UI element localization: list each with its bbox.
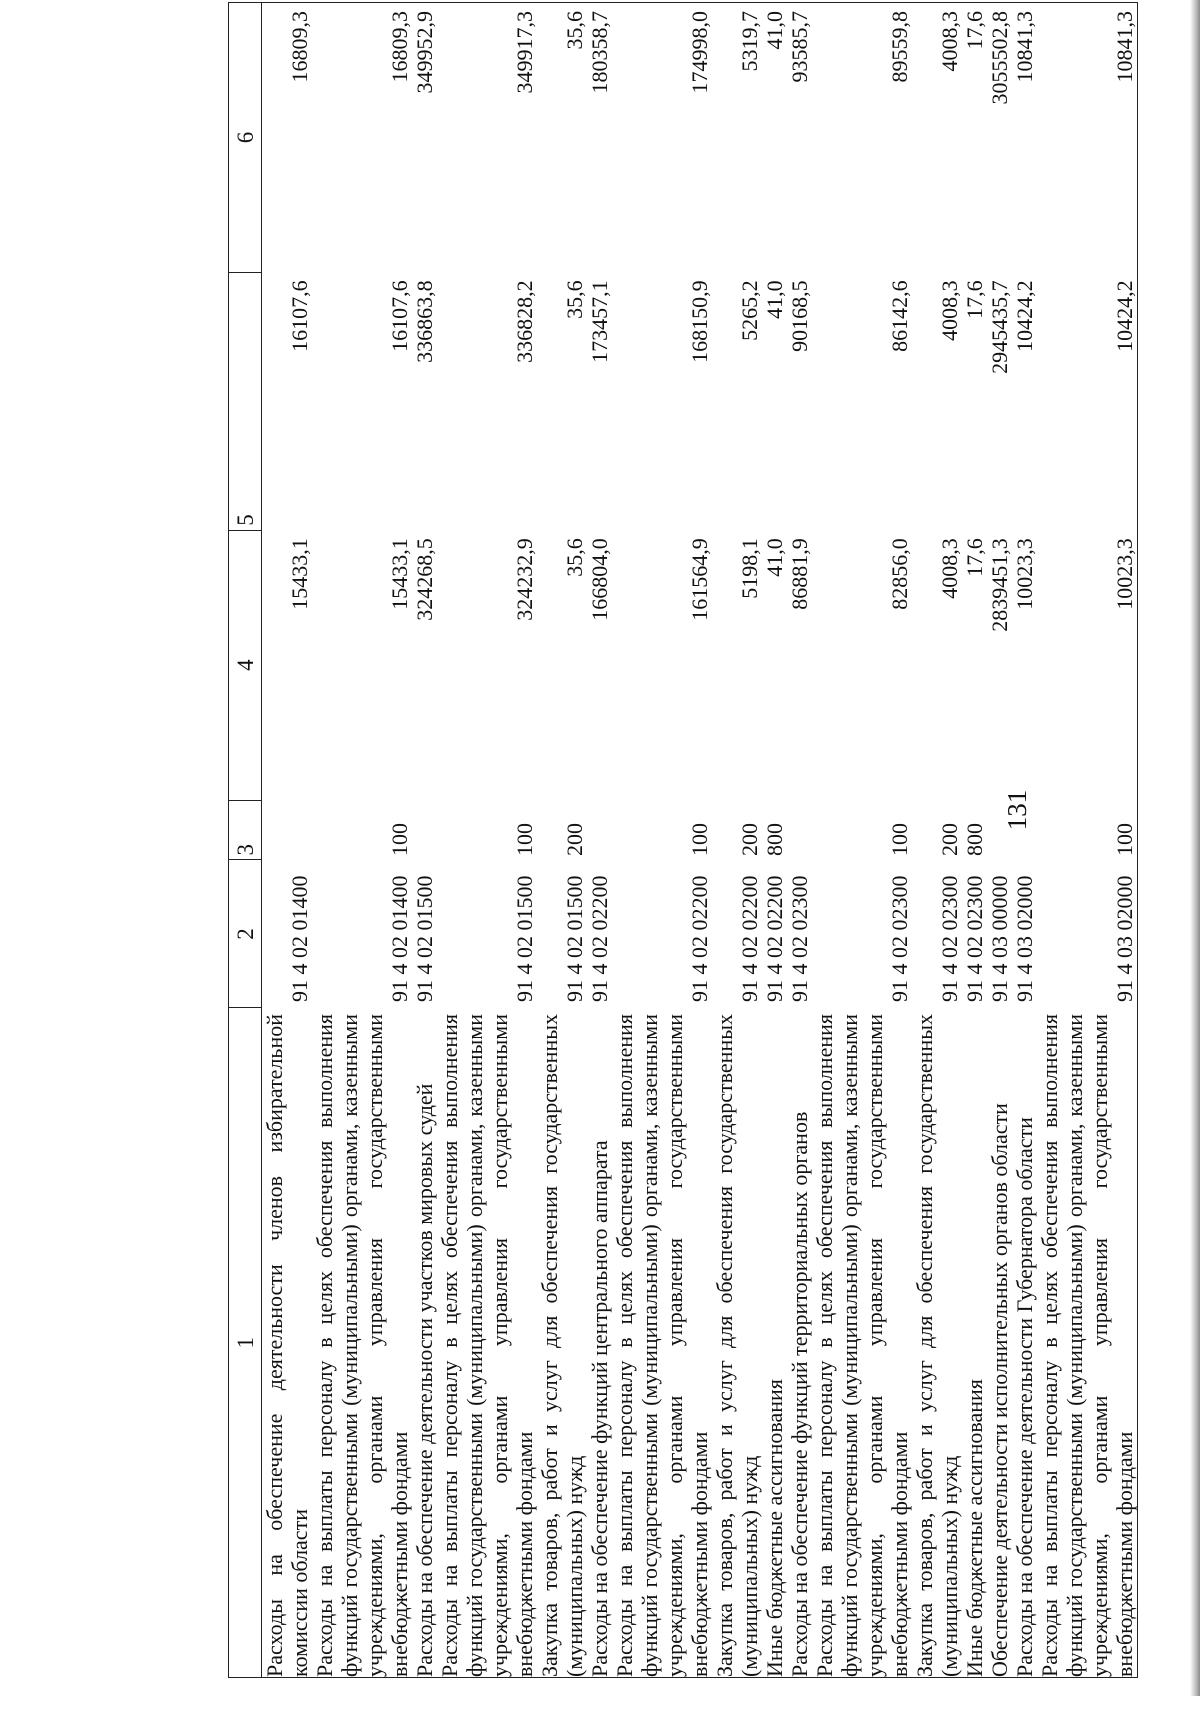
row-name: Иные бюджетные ассигнования [762, 1008, 787, 1678]
row-classifier-code: 91 4 02 02200 [762, 875, 787, 1002]
table-row [962, 3, 987, 1678]
row-expense-type [787, 800, 812, 860]
row-classifier-code: 91 4 02 01400 [387, 875, 412, 1002]
row-name: Расходы на выплаты персоналу в целях обеспечения выполнения функций государственными (муниципальными) органами, казенными учреждениями, органами управления государственными внебюджетными фондами [1037, 1008, 1138, 1678]
row-amount-col4: 5198,1 [737, 538, 762, 599]
row-expense-type: 800 [762, 823, 787, 856]
row-amount-col4: 35,6 [562, 538, 587, 577]
row-amount-col4: 324268,5 [412, 538, 437, 621]
row-amount-col4: 10023,3 [1012, 538, 1037, 610]
row-amount-col5: 17,6 [962, 280, 987, 319]
table-row [537, 3, 587, 1678]
row-amount-col6: 89559,8 [812, 3, 912, 273]
row-amount-col5: 173457,1 [587, 280, 612, 363]
table-row [812, 3, 912, 1678]
row-amount-col4: 17,6 [962, 538, 987, 577]
row-classifier-code: 91 4 03 02000 [1037, 860, 1138, 1008]
table-row [312, 3, 412, 1678]
table-row [412, 3, 437, 1678]
row-name: Обеспечение деятельности исполнительных органов области [987, 1008, 1012, 1678]
row-amount-col6: 41,0 [762, 3, 787, 273]
row-amount-col6: 3055502,8 [987, 3, 1012, 273]
budget-table [228, 2, 1138, 1678]
table-row [587, 3, 612, 1678]
row-amount-col5: 2945435,7 [987, 280, 1012, 374]
row-amount-col6: 174998,0 [612, 3, 712, 273]
row-amount-col5: 168150,9 [687, 280, 712, 363]
row-name: Расходы на обеспечение деятельности членов избирательной комиссии области [262, 1008, 313, 1678]
row-name: Расходы на выплаты персоналу в целях обеспечения выполнения функций государственными (муниципальными) органами, казенными учреждениями, органами управления государственными внебюджетными фондами [612, 1008, 712, 1678]
table-row [262, 3, 313, 1678]
row-amount-col6: 10841,3 [1012, 3, 1037, 273]
row-expense-type: 100 [512, 823, 537, 856]
row-amount-col5: 86142,6 [887, 280, 912, 352]
row-amount-col4: 15433,1 [387, 538, 412, 610]
row-classifier-code: 91 4 02 02300 [962, 875, 987, 1002]
row-classifier-code: 91 4 02 01400 [287, 875, 312, 1002]
row-expense-type [262, 800, 313, 860]
row-amount-col5: 336863,8 [412, 280, 437, 363]
column-header-4: 4 [229, 530, 262, 800]
table-row [712, 3, 762, 1678]
row-amount-col5: 90168,5 [787, 280, 812, 352]
row-amount-col5: 10424,2 [1037, 272, 1138, 530]
table-row [1037, 3, 1138, 1678]
row-expense-type: 100 [387, 823, 412, 856]
row-amount-col5: 35,6 [562, 280, 587, 319]
row-name: Расходы на выплаты персоналу в целях обеспечения выполнения функций государственными (муниципальными) органами, казенными учреждениями, органами управления государственными внебюджетными фондами [312, 1008, 412, 1678]
column-header-2: 2 [229, 860, 262, 1008]
row-name: Расходы на обеспечение деятельности участков мировых судей [412, 1008, 437, 1678]
row-name: Закупка товаров, работ и услуг для обеспечения государственных (муниципальных) нужд [537, 1008, 587, 1678]
row-amount-col4: 10023,3 [1037, 530, 1138, 800]
row-expense-type: 200 [737, 823, 762, 856]
row-classifier-code: 91 4 02 01500 [512, 875, 537, 1002]
column-header-1: 1 [229, 1008, 262, 1678]
column-header-6: 6 [229, 3, 262, 273]
row-amount-col5: 4008,3 [937, 280, 962, 341]
row-amount-col5: 336828,2 [512, 280, 537, 363]
row-classifier-code: 91 4 03 00000 [987, 875, 1012, 1002]
table-row [762, 3, 787, 1678]
row-amount-col6: 17,6 [962, 3, 987, 273]
column-header-3: 3 [229, 800, 262, 860]
row-expense-type [587, 800, 612, 860]
row-name: Расходы на выплаты персоналу в целях обеспечения выполнения функций государственными (муниципальными) органами, казенными учреждениями, органами управления государственными внебюджетными фондами [437, 1008, 537, 1678]
row-expense-type [412, 800, 437, 860]
row-amount-col4: 166804,0 [587, 538, 612, 621]
row-expense-type: 800 [962, 823, 987, 856]
row-classifier-code: 91 4 02 02300 [787, 875, 812, 1002]
scan-edge-shadow [1190, 0, 1200, 1696]
row-amount-col4: 2839451,3 [987, 538, 1012, 632]
table-header-row [229, 3, 262, 1678]
row-amount-col4: 324232,9 [512, 538, 537, 621]
table-row [987, 3, 1012, 1678]
row-classifier-code: 91 4 03 02000 [1012, 875, 1037, 1002]
table-row [1012, 3, 1037, 1678]
row-amount-col6: 10841,3 [1037, 3, 1138, 273]
row-amount-col4: 15433,1 [287, 538, 312, 610]
table-body [262, 3, 1138, 1678]
row-amount-col5: 16107,6 [287, 280, 312, 352]
rotated-page [40, 0, 1137, 1710]
row-amount-col4: 82856,0 [887, 538, 912, 610]
row-amount-col6: 16809,3 [312, 3, 412, 273]
row-amount-col6: 93585,7 [787, 3, 812, 273]
row-expense-type: 100 [1037, 800, 1138, 860]
row-expense-type [987, 800, 1012, 860]
row-amount-col6: 16809,3 [262, 3, 313, 273]
row-expense-type: 100 [887, 823, 912, 856]
row-amount-col6: 5319,7 [712, 3, 762, 273]
row-amount-col5: 5265,2 [737, 280, 762, 341]
row-amount-col4: 41,0 [762, 538, 787, 577]
row-classifier-code: 91 4 02 01500 [562, 875, 587, 1002]
table-row [912, 3, 962, 1678]
page-number: 131 [1002, 789, 1032, 831]
row-expense-type: 200 [562, 823, 587, 856]
row-name: Закупка товаров, работ и услуг для обеспечения государственных (муниципальных) нужд [712, 1008, 762, 1678]
row-classifier-code: 91 4 02 02200 [687, 875, 712, 1002]
row-classifier-code: 91 4 02 02300 [887, 875, 912, 1002]
row-name: Расходы на выплаты персоналу в целях обеспечения выполнения функций государственными (муниципальными) органами, казенными учреждениями, органами управления государственными внебюджетными фондами [812, 1008, 912, 1678]
row-classifier-code: 91 4 02 02200 [737, 875, 762, 1002]
row-expense-type: 100 [687, 823, 712, 856]
row-expense-type [1012, 800, 1037, 860]
row-name: Иные бюджетные ассигнования [962, 1008, 987, 1678]
row-classifier-code: 91 4 02 02300 [937, 875, 962, 1002]
row-amount-col6: 180358,7 [587, 3, 612, 273]
row-name: Расходы на обеспечение деятельности Губернатора области [1012, 1008, 1037, 1678]
row-amount-col4: 4008,3 [937, 538, 962, 599]
column-header-5: 5 [229, 272, 262, 530]
table-row [437, 3, 537, 1678]
row-amount-col5: 41,0 [762, 280, 787, 319]
table-row [612, 3, 712, 1678]
row-classifier-code: 91 4 02 01500 [412, 875, 437, 1002]
row-name: Закупка товаров, работ и услуг для обеспечения государственных (муниципальных) нужд [912, 1008, 962, 1678]
row-amount-col5: 16107,6 [387, 280, 412, 352]
row-amount-col6: 4008,3 [912, 3, 962, 273]
row-name: Расходы на обеспечение функций территориальных органов [787, 1008, 812, 1678]
row-amount-col6: 349952,9 [412, 3, 437, 273]
row-name: Расходы на обеспечение функций центрального аппарата [587, 1008, 612, 1678]
row-amount-col4: 86881,9 [787, 538, 812, 610]
row-amount-col4: 161564,9 [687, 538, 712, 621]
row-amount-col5: 10424,2 [1012, 280, 1037, 352]
table-row [787, 3, 812, 1678]
row-amount-col6: 35,6 [537, 3, 587, 273]
row-expense-type: 200 [937, 823, 962, 856]
row-amount-col6: 349917,3 [437, 3, 537, 273]
row-classifier-code: 91 4 02 02200 [587, 875, 612, 1002]
